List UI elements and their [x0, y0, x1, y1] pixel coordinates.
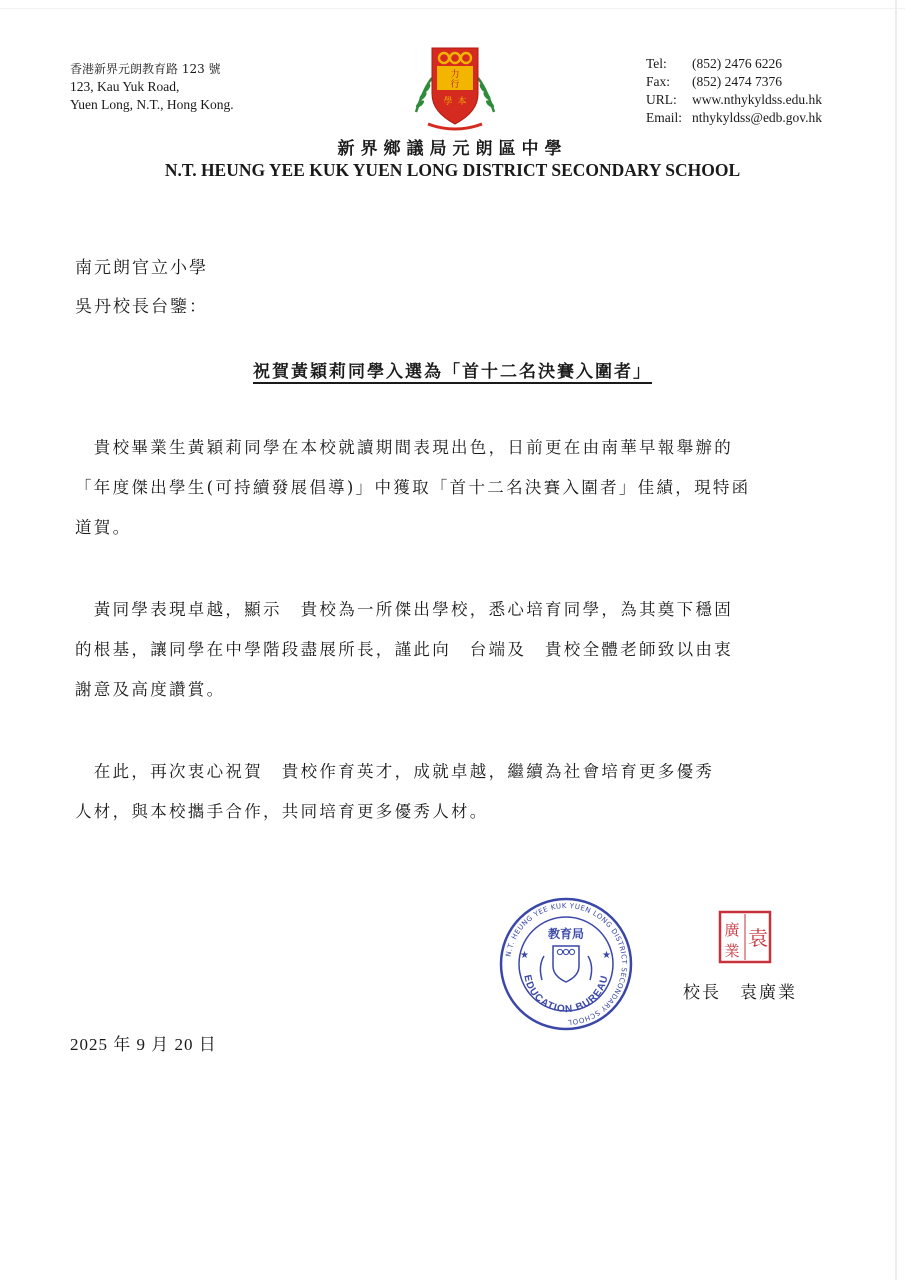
- fax-value: (852) 2474 7376: [692, 74, 782, 89]
- stamp-ring-text: EDUCATION BUREAU: [521, 973, 611, 1016]
- body-line: 的根基，讓同學在中學階段盡展所長，謹此向 台端及 貴校全體老師致以由衷: [75, 640, 733, 659]
- logo-char-1: 力: [450, 70, 460, 80]
- contact-label: Email:: [646, 110, 682, 125]
- school-address: [70, 60, 234, 114]
- recipient-salutation: 吳丹校長台鑒：: [75, 297, 208, 317]
- contact-tel: [646, 55, 822, 73]
- principal-seal: [718, 910, 772, 964]
- logo-char-4: 本: [457, 97, 467, 107]
- seal-char-3: 業: [724, 942, 740, 960]
- contact-email: [646, 109, 822, 127]
- logo-char-2: 行: [450, 80, 460, 90]
- body-paragraph-3: [75, 752, 835, 832]
- address-line-street: 123, Kau Yuk Road,: [70, 79, 180, 94]
- stamp-outer-text: N.T. HEUNG YEE KUK YUEN LONG DISTRICT SECONDARY SCHOOL: [504, 901, 629, 1027]
- contact-label: Fax:: [646, 74, 671, 89]
- school-official-stamp: [498, 896, 634, 1032]
- seal-char-2: 袁: [748, 926, 768, 950]
- star-icon: ★: [602, 950, 611, 961]
- address-line-district: Yuen Long, N.T., Hong Kong.: [70, 97, 234, 112]
- body-line: 在此，再次衷心祝賀 貴校作育英才，成就卓越，繼續為社會培育更多優秀: [75, 762, 715, 781]
- body-paragraph-2: [75, 590, 835, 710]
- letter-subject: [0, 357, 905, 382]
- principal-signature: 校長 袁廣業: [683, 983, 797, 1003]
- contact-label: URL:: [646, 92, 677, 107]
- body-line: 道賀。: [75, 518, 132, 537]
- body-line: 黃同學表現卓越，顯示 貴校為一所傑出學校，悉心培育同學，為其奠下穩固: [75, 600, 733, 619]
- contact-info: [646, 55, 822, 127]
- recipient-school: 南元朗官立小學: [75, 258, 208, 278]
- body-line: 貴校畢業生黃穎莉同學在本校就讀期間表現出色，日前更在由南華早報舉辦的: [75, 438, 733, 457]
- contact-url: [646, 91, 822, 109]
- scan-border-top: [0, 8, 905, 9]
- body-line: 「年度傑出學生(可持續發展倡導)」中獲取「首十二名決賽入圍者」佳績，現特函: [75, 478, 751, 497]
- contact-fax: [646, 73, 822, 91]
- tel-value: (852) 2476 6226: [692, 56, 782, 71]
- body-line: 人材，與本校攜手合作，共同培育更多優秀人材。: [75, 802, 489, 821]
- school-name-zh: 新界鄉議局元朗區中學: [337, 139, 568, 159]
- stamp-center-text: 教育局: [547, 927, 585, 941]
- body-line: 謝意及高度讚賞。: [75, 680, 226, 699]
- body-paragraph-1: [75, 428, 835, 548]
- school-crest-logo: [410, 44, 500, 134]
- scan-border-right: [895, 0, 897, 1280]
- seal-char-1: 廣: [724, 921, 740, 939]
- url-value: www.nthykyldss.edu.hk: [692, 92, 822, 107]
- letter-date: 2025 年 9 月 20 日: [70, 1035, 217, 1054]
- school-name-en: N.T. HEUNG YEE KUK YUEN LONG DISTRICT SECONDARY SCHOOL: [164, 160, 741, 180]
- contact-label: Tel:: [646, 56, 667, 71]
- logo-char-3: 學: [443, 97, 453, 107]
- address-line-zh: 香港新界元朗教育路 123 號: [70, 62, 221, 76]
- star-icon: ★: [520, 950, 529, 961]
- email-value: nthykyldss@edb.gov.hk: [692, 110, 823, 125]
- subject-text: 祝賀黃穎莉同學入選為「首十二名決賽入圍者」: [253, 362, 652, 382]
